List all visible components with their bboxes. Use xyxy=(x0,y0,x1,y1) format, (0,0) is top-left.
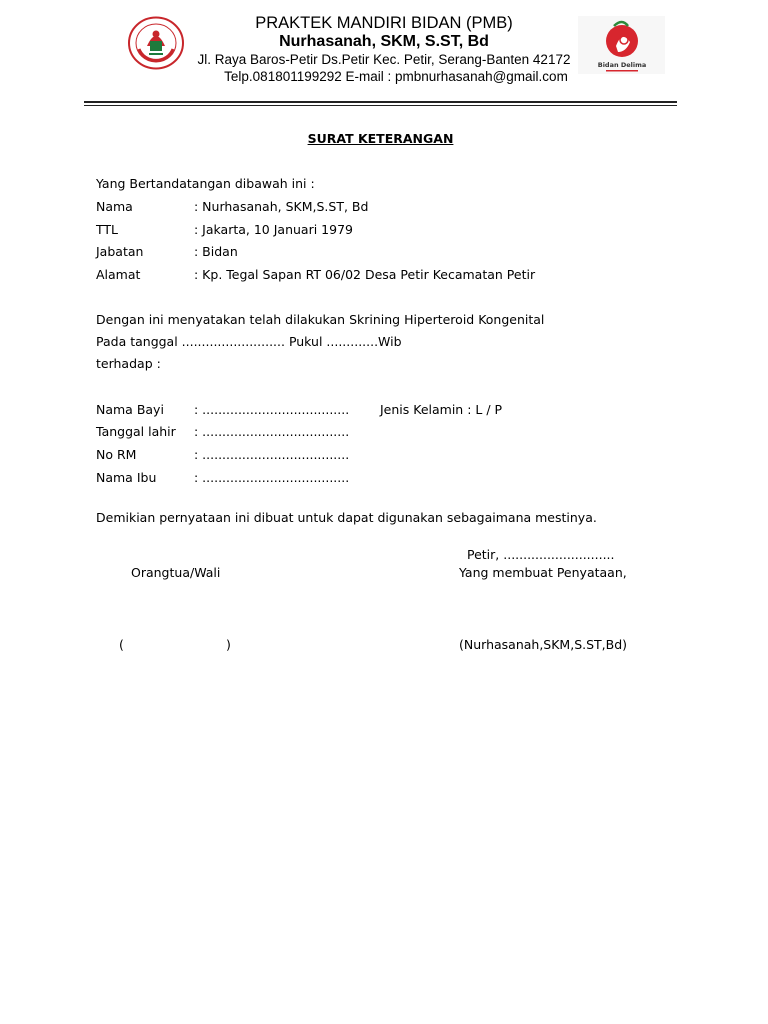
issuer-signature-title: Yang membuat Penyataan, xyxy=(459,565,627,580)
guardian-signature-close: ) xyxy=(226,637,231,652)
signer-ttl-label: TTL xyxy=(96,222,119,237)
signer-position-label: Jabatan xyxy=(96,244,144,259)
signer-address-label: Alamat xyxy=(96,267,141,282)
mother-name-label: Nama Ibu xyxy=(96,470,157,485)
guardian-signature-title: Orangtua/Wali xyxy=(131,565,221,580)
statement-line-1: Dengan ini menyatakan telah dilakukan Skrining Hiperteroid Kongenital xyxy=(96,312,545,327)
signer-name-label: Nama xyxy=(96,199,133,214)
gender-field: Jenis Kelamin : L / P xyxy=(380,402,503,417)
clinic-contact: Telp.081801199292 E-mail : pmbnurhasanah@gmail.com xyxy=(224,69,568,84)
issuer-signature-name: (Nurhasanah,SKM,S.ST,Bd) xyxy=(459,637,628,652)
statement-line-3: terhadap : xyxy=(96,356,161,371)
signer-name-value: : Nurhasanah, SKM,S.ST, Bd xyxy=(194,199,369,214)
midwife-name: Nurhasanah, SKM, S.ST, Bd xyxy=(279,33,489,50)
place-date: Petir, ............................ xyxy=(467,547,615,562)
document-title: SURAT KETERANGAN xyxy=(307,131,454,146)
baby-name-label: Nama Bayi xyxy=(96,402,164,417)
guardian-signature-open: ( xyxy=(119,637,124,652)
birth-date-value: : ..................................... xyxy=(194,424,350,439)
medical-record-value: : ..................................... xyxy=(194,447,350,462)
letterhead-divider-thin xyxy=(84,105,677,106)
svg-text:Bidan Delima: Bidan Delima xyxy=(597,61,647,69)
letterhead-divider xyxy=(84,101,677,103)
signer-address-value: : Kp. Tegal Sapan RT 06/02 Desa Petir Kecamatan Petir xyxy=(194,267,536,282)
baby-name-value: : ..................................... xyxy=(194,402,350,417)
intro-text: Yang Bertandatangan dibawah ini : xyxy=(96,176,315,191)
medical-record-label: No RM xyxy=(96,447,137,462)
closing-text: Demikian pernyataan ini dibuat untuk dapat digunakan sebagaimana mestinya. xyxy=(96,510,597,525)
signer-position-value: : Bidan xyxy=(194,244,238,259)
clinic-name: PRAKTEK MANDIRI BIDAN (PMB) xyxy=(255,14,513,32)
mother-name-value: : ..................................... xyxy=(194,470,350,485)
statement-line-2: Pada tanggal .......................... Pukul .............Wib xyxy=(96,334,402,349)
clinic-address: Jl. Raya Baros-Petir Ds.Petir Kec. Petir, Serang-Banten 42172 xyxy=(197,52,571,67)
birth-date-label: Tanggal lahir xyxy=(96,424,176,439)
signer-ttl-value: : Jakarta, 10 Januari 1979 xyxy=(194,222,353,237)
